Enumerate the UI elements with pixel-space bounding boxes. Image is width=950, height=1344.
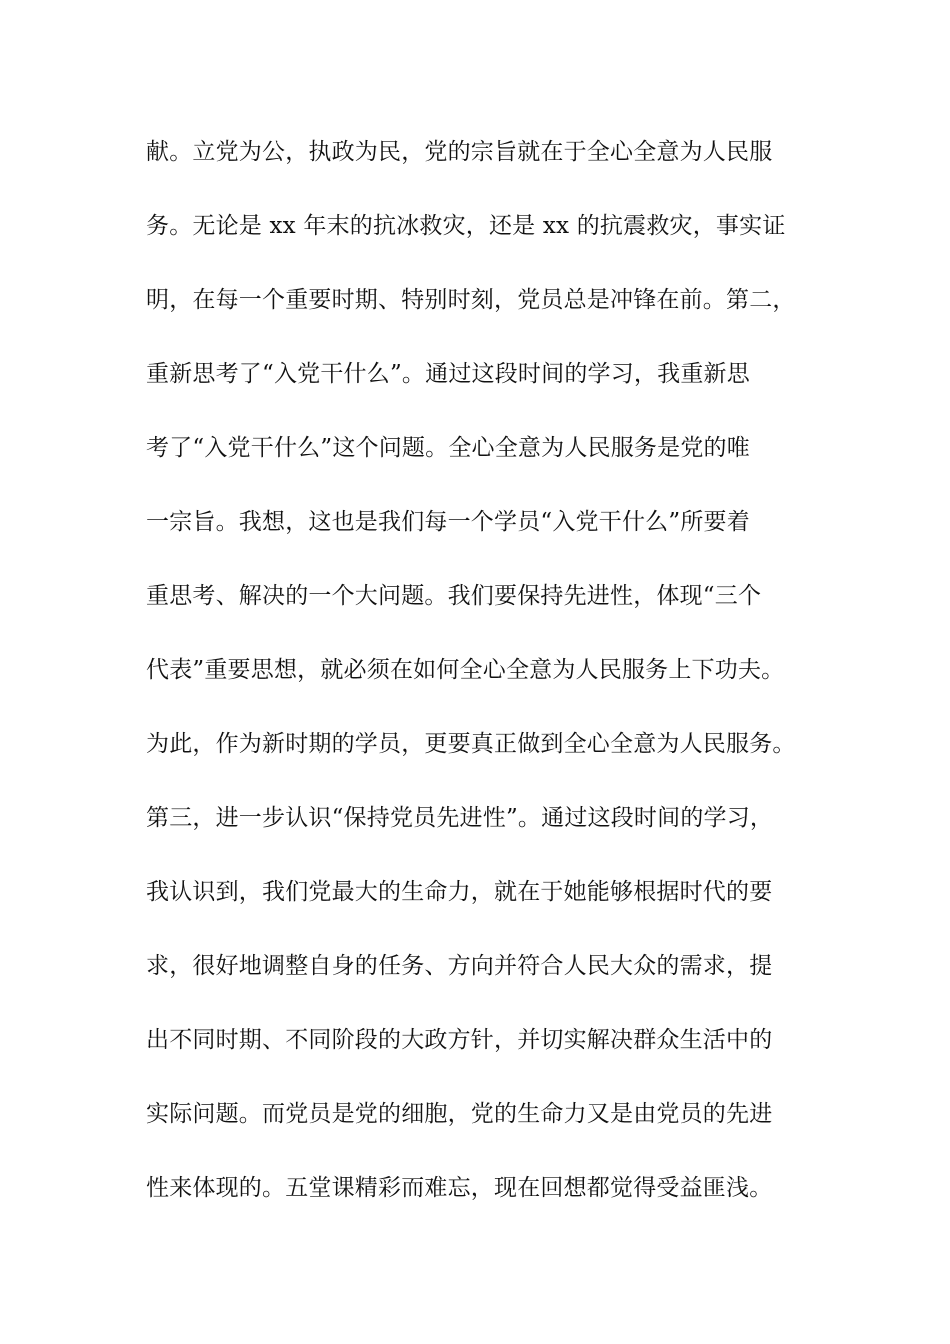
text-line: 明，在每一个重要时期、特别时刻，党员总是冲锋在前。第二， [146,287,796,313]
body-text [146,134,846,1244]
text-line: 第三，进一步认识“保持党员先进性”。通过这段时间的学习， [146,805,774,831]
text-line: 求，很好地调整自身的任务、方向并符合人民大众的需求，提 [146,953,773,979]
text-line: 考了“入党干什么”这个问题。全心全意为人民服务是党的唯 [146,435,750,461]
text-line: 性来体现的。五堂课精彩而难忘，现在回想都觉得受益匪浅。 [146,1175,773,1201]
text-line: 重思考、解决的一个大问题。我们要保持先进性，体现“三个 [146,583,762,609]
text-line: 一宗旨。我想，这也是我们每一个学员“入党干什么”所要着 [146,509,750,535]
text-line: 代表”重要思想，就必须在如何全心全意为人民服务上下功夫。 [146,657,785,683]
text-line: 实际问题。而党员是党的细胞，党的生命力又是由党员的先进 [146,1101,773,1127]
text-line: 出不同时期、不同阶段的大政方针，并切实解决群众生活中的 [146,1027,773,1053]
text-line: 重新思考了“入党干什么”。通过这段时间的学习，我重新思 [146,361,750,387]
text-line: 为此，作为新时期的学员，更要真正做到全心全意为人民服务。 [146,731,796,757]
text-line: 献。立党为公，执政为民，党的宗旨就在于全心全意为人民服 [146,139,773,165]
text-line: 我认识到，我们党最大的生命力，就在于她能够根据时代的要 [146,879,773,905]
text-line: 务。无论是 xx 年末的抗冰救灾，还是 xx 的抗震救灾，事实证 [146,213,786,239]
